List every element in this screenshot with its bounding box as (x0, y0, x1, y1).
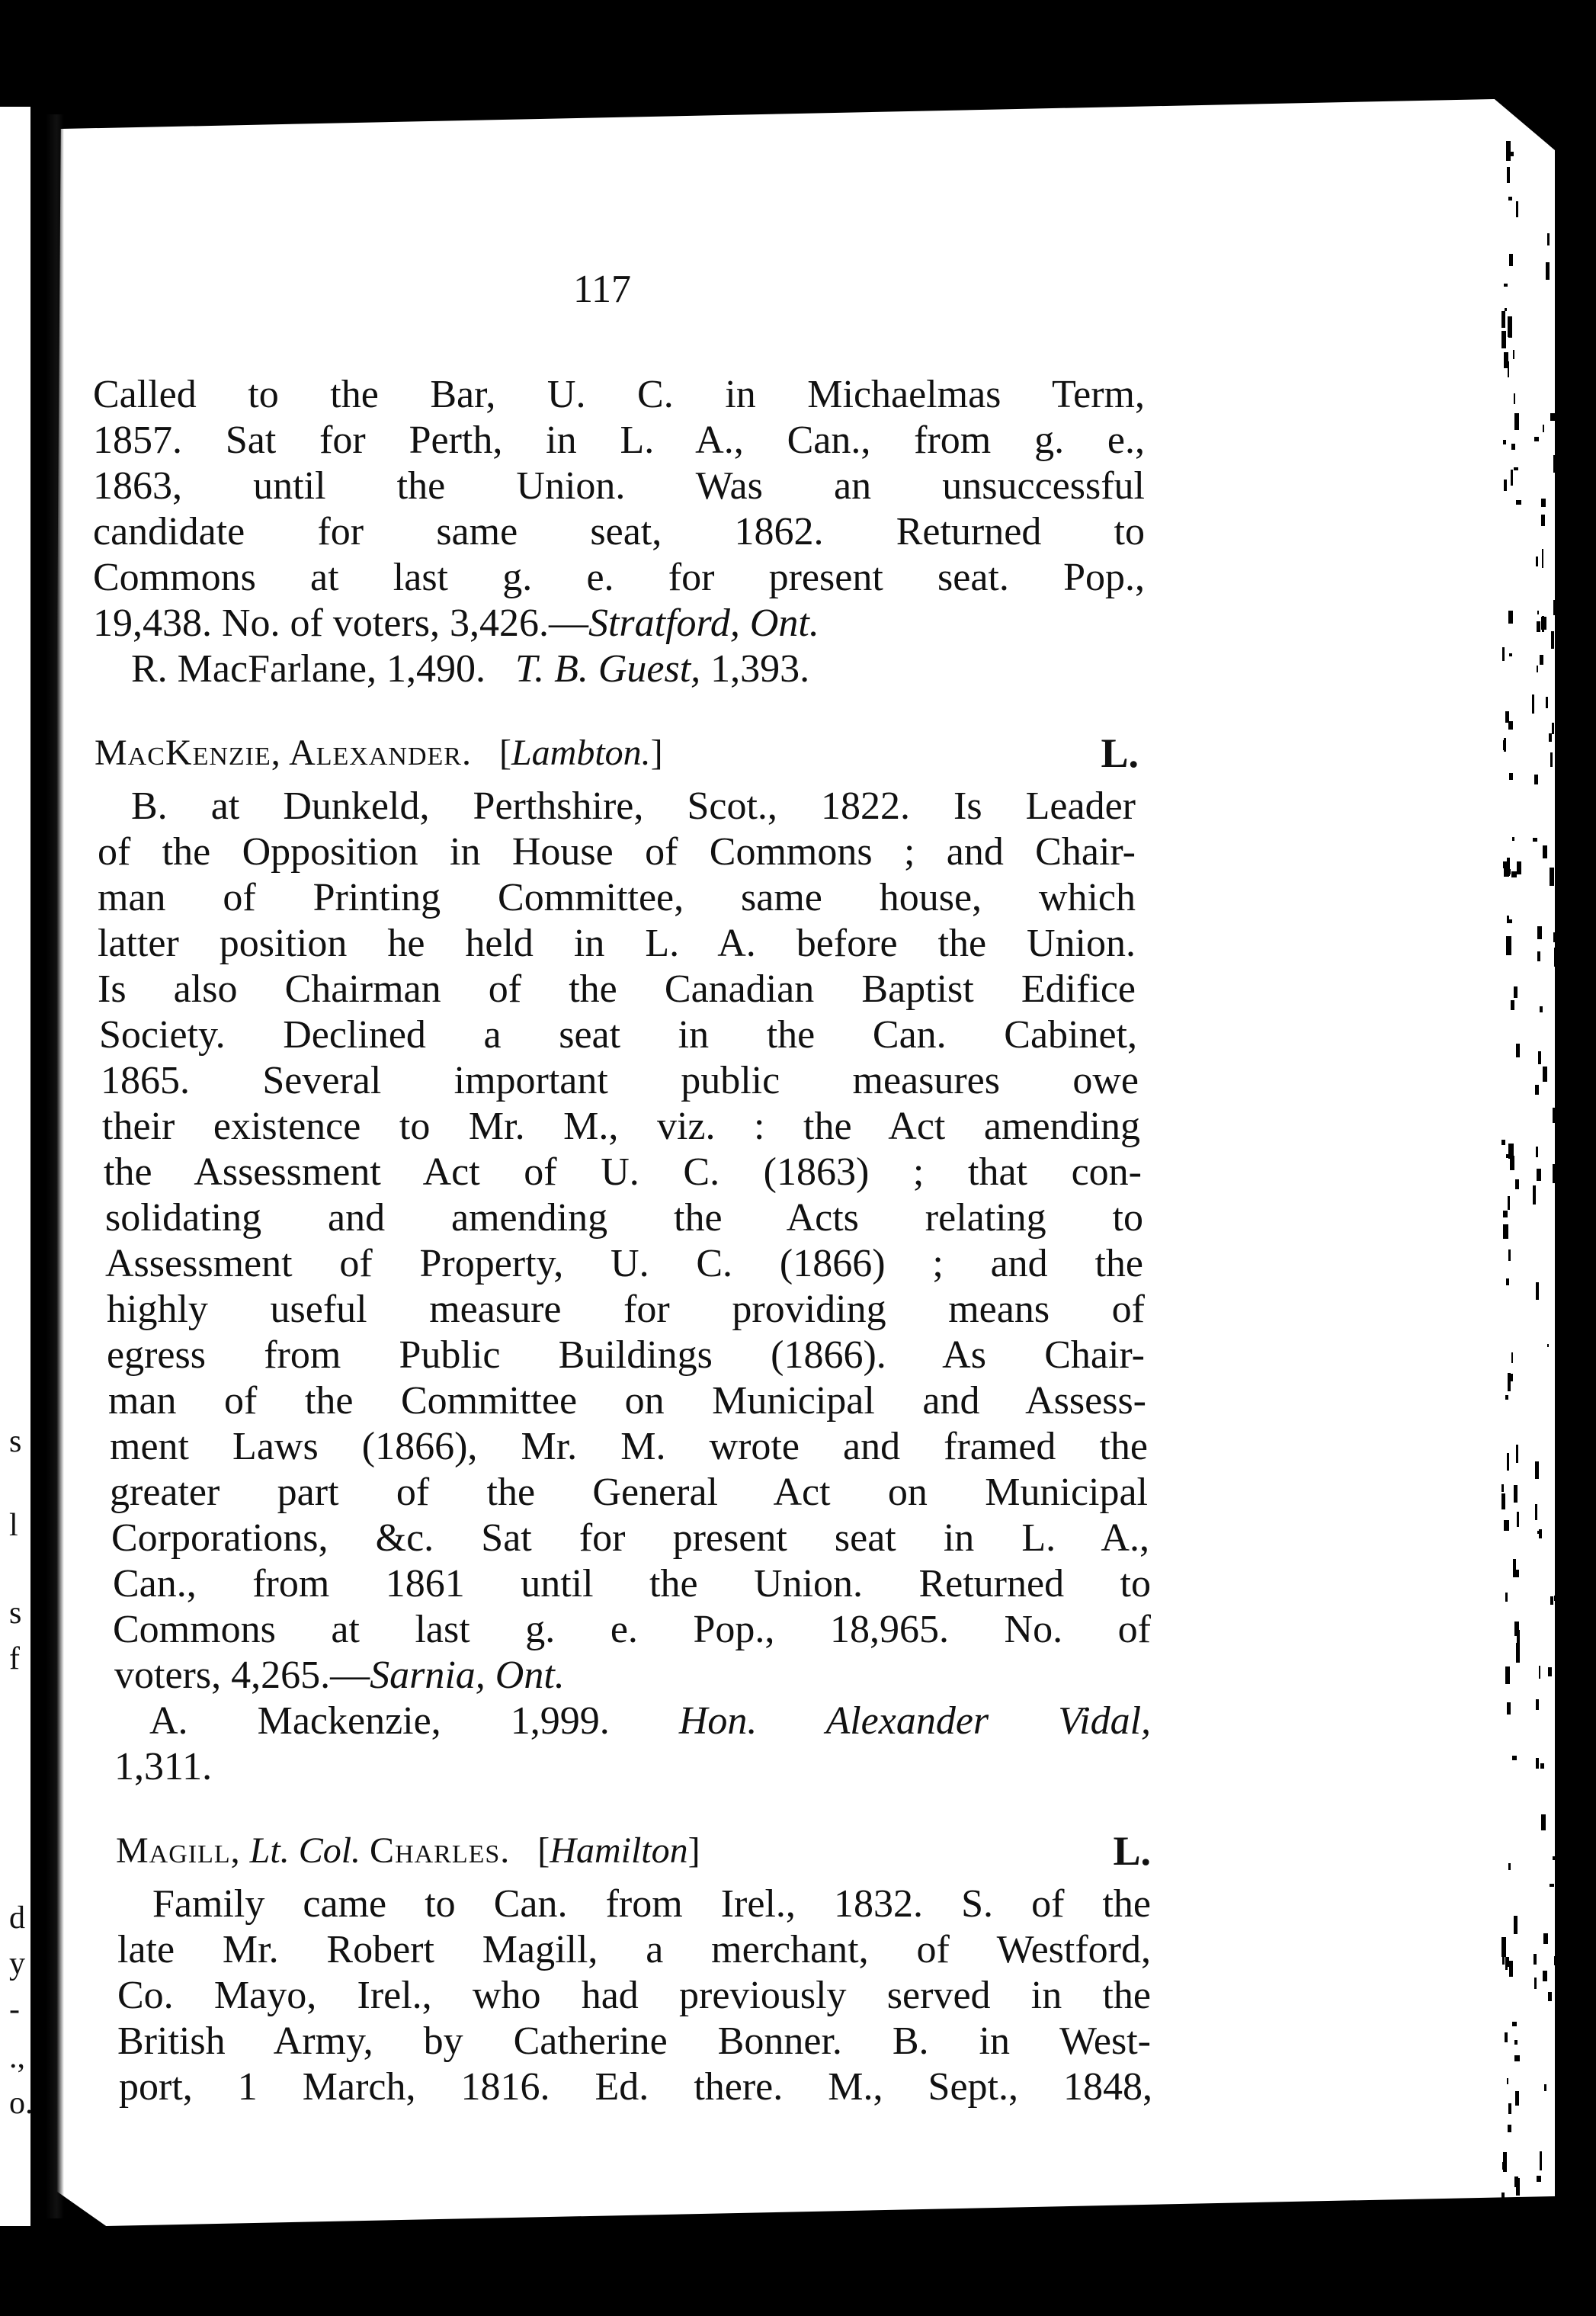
text-line: ment Laws (1866), Mr. M. wrote and framed the (110, 1425, 1148, 1468)
candidate-runner-up: T. B. Guest, (515, 647, 701, 691)
election-result (131, 646, 809, 692)
party-label: L. (1113, 1828, 1151, 1874)
text-line: Society. Declined a seat in the Can. Cabinet, (99, 1013, 1137, 1057)
text-line: 1863, until the Union. Was an unsuccessful (93, 464, 1145, 508)
facing-glyph: y (9, 1946, 25, 1981)
entry-heading (116, 1828, 1151, 1874)
place-text: Sarnia, Ont. (370, 1654, 565, 1697)
text-line: highly useful measure for providing means of (107, 1288, 1145, 1331)
candidate-runner-up: Hon. Alexander Vidal, (678, 1699, 1152, 1743)
text-line: candidate for same seat, 1862. Returned to (93, 510, 1145, 553)
facing-glyph: o. (9, 2086, 34, 2121)
text-line: Assessment of Property, U. C. (1866) ; and the (105, 1242, 1143, 1285)
place-text: Stratford, Ont. (588, 601, 819, 645)
text-line: late Mr. Robert Magill, a merchant, of Westford, (117, 1928, 1151, 1971)
text-line: 1865. Several important public measures owe (101, 1059, 1139, 1102)
facing-glyph: s (9, 1424, 22, 1459)
text-line: egress from Public Buildings (1866). As Chair- (107, 1333, 1145, 1377)
party-label: L. (1101, 730, 1139, 776)
text-line: latter position he held in L. A. before the Union. (98, 922, 1136, 965)
riding-name: Hamilton (550, 1830, 688, 1871)
runner-up-votes: 1,393. (700, 647, 810, 691)
text-line: the Assessment Act of U. C. (1863) ; that con- (104, 1150, 1142, 1194)
riding-bracket-open: [ (498, 733, 511, 773)
entry-name: MacKenzie, Alexander. (95, 733, 472, 773)
facing-glyph: l (9, 1508, 18, 1543)
text-line: B. at Dunkeld, Perthshire, Scot., 1822. Is Leader (131, 784, 1136, 828)
entry-heading (95, 730, 1139, 776)
page-number: 117 (572, 268, 632, 311)
voters-text: voters, 4,265.— (114, 1654, 370, 1697)
facing-glyph: - (9, 1992, 20, 2027)
entry-rank: Lt. Col. (249, 1830, 361, 1871)
candidate-winner: R. MacFarlane, 1,490. (131, 647, 486, 691)
text-line: Corporations, &c. Sat for present seat in L. A., (111, 1516, 1149, 1560)
facing-glyph: s (9, 1596, 22, 1631)
text-line: Commons at last g. e. Pop., 18,965. No. of (113, 1608, 1151, 1651)
entry-given-name: Charles. (370, 1830, 511, 1871)
riding-name: Lambton. (511, 733, 651, 773)
text-line: Can., from 1861 until the Union. Returned to (113, 1562, 1151, 1605)
riding-bracket-close: ] (650, 733, 663, 773)
candidate-winner: A. Mackenzie, 1,999. (149, 1699, 610, 1743)
text-line (114, 1653, 565, 1699)
election-result (149, 1699, 1151, 1744)
entry-surname: Magill, (116, 1830, 241, 1871)
text-line: solidating and amending the Acts relating to (105, 1196, 1143, 1240)
text-line (93, 601, 819, 646)
text-line: Commons at last g. e. for present seat. Pop., (93, 556, 1145, 599)
text-line: 1857. Sat for Perth, in L. A., Can., from g. e., (93, 419, 1145, 462)
text-line: their existence to Mr. M., viz. : the Act amending (102, 1105, 1140, 1148)
text-line: port, 1 March, 1816. Ed. there. M., Sept., 1848, (119, 2065, 1152, 2109)
text-line: Co. Mayo, Irel., who had previously served in the (117, 1974, 1151, 2017)
text-line: British Army, by Catherine Bonner. B. in West- (117, 2019, 1151, 2063)
facing-glyph: d (9, 1901, 25, 1936)
text-line: of the Opposition in House of Commons ; and Chair- (98, 830, 1136, 874)
text-line: Called to the Bar, U. C. in Michaelmas Term, (93, 373, 1145, 416)
runner-up-votes: 1,311. (114, 1745, 213, 1788)
facing-glyph: ., (9, 2040, 25, 2075)
riding-bracket-close: ] (687, 1830, 700, 1871)
text-line: Family came to Can. from Irel., 1832. S. of the (152, 1882, 1151, 1926)
text-line: Is also Chairman of the Canadian Baptist Edifice (98, 967, 1136, 1011)
text-line: man of the Committee on Municipal and Assess- (108, 1379, 1146, 1423)
text-line: greater part of the General Act on Municipal (110, 1471, 1148, 1514)
voters-text: 19,438. No. of voters, 3,426.— (93, 601, 588, 645)
riding-bracket-open: [ (537, 1830, 550, 1871)
text-line: man of Printing Committee, same house, which (98, 876, 1136, 919)
facing-glyph: f (9, 1641, 20, 1676)
